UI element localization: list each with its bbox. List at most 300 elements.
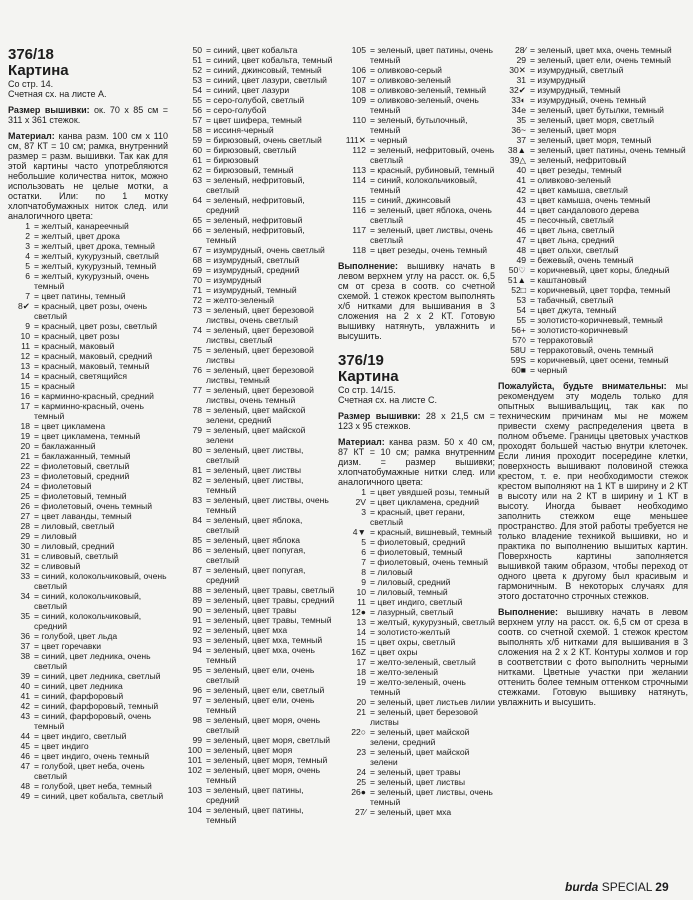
color-entry <box>338 175 495 195</box>
color-entry <box>498 115 688 125</box>
color-entry <box>498 105 688 115</box>
color-entry <box>8 391 168 401</box>
color-number: 8✔ <box>18 301 30 311</box>
color-entry <box>180 645 335 665</box>
color-entry <box>180 805 335 825</box>
color-description: = зеленый, цвет майской зелени <box>206 425 306 445</box>
color-description: = красный, цвет розы, светлый <box>34 321 158 331</box>
color-entry <box>8 631 168 641</box>
chart-symbol: ◐ <box>520 95 526 105</box>
color-entry <box>180 465 335 475</box>
color-entry <box>8 451 168 461</box>
color-number: 2 <box>25 231 30 241</box>
color-description: = бирюзовый <box>206 155 259 165</box>
color-entry <box>338 567 495 577</box>
color-description: = карминно-красный, средний <box>34 391 154 401</box>
color-description: = цвет патины, темный <box>34 291 126 301</box>
color-description: = цвет резеды, очень темный <box>370 245 488 255</box>
color-number: 29 <box>516 55 526 65</box>
color-number: 81 <box>192 465 202 475</box>
color-number: 97 <box>192 695 202 705</box>
color-description: = зеленый, цвет травы, темный <box>206 615 332 625</box>
color-number: 7 <box>361 557 366 567</box>
color-description: = красный, маковый, темный <box>34 361 150 371</box>
color-description: = зеленый, цвет мха, очень темный <box>530 45 672 55</box>
color-entry <box>498 265 688 275</box>
color-number: 52 <box>192 65 202 75</box>
color-entry <box>338 777 495 787</box>
color-description: = синий, цвет ледника <box>34 681 123 691</box>
color-number: 4 <box>25 251 30 261</box>
article1-color-list-b <box>180 45 335 825</box>
color-entry <box>338 637 495 647</box>
color-entry <box>338 537 495 547</box>
color-entry <box>180 625 335 635</box>
color-number: 110 <box>352 115 366 125</box>
color-number: 45 <box>516 215 526 225</box>
color-number: 31 <box>516 75 526 85</box>
color-number: 73 <box>192 305 202 315</box>
color-number: 83 <box>192 495 202 505</box>
article2-note: Пожалуйста, будьте внимательны: мы рекомендуем эту модель только для опытных вышивальщиц, так как по техническим причинам мы не можем привести схему распределения цвета в полном объеме. Границы цветовых участков проходят большей частью внутри клеточек. Если линия проходит посередине клетки, поверхность вышивают половиной стежка крестом, т. е. при необходимости стежок крестом выполняют на 1 КТ в ширину и 2 КТ в высоту или на 2 КТ в ширину и 1 КТ в высоту. Иногда бывает необходимо заполнить стежком еще меньшее пространство. Для этой работы требуется не только владение техникой вышивки, но и практика по выполнению вышитых картин. Поверхность картины заполняется вышивкой таким образом, чтобы переход от одного цвета к другому был красивым и гармоничным. В некоторых случаях для этого достаточно строчных стежков. <box>498 381 688 601</box>
color-entry <box>8 541 168 551</box>
color-description: = изумрудный, темный <box>530 85 621 95</box>
color-entry <box>338 807 495 817</box>
color-entry <box>8 331 168 341</box>
color-entry <box>498 135 688 145</box>
color-entry <box>498 345 688 355</box>
color-description: = красный, маковый <box>34 341 115 351</box>
color-entry <box>338 697 495 707</box>
color-description: = зеленый, цвет попугая, светлый <box>206 545 306 565</box>
color-number: 101 <box>187 755 202 765</box>
color-description: = лиловый, светлый <box>34 521 115 531</box>
color-entry <box>338 65 495 75</box>
color-number: 3 <box>25 241 30 251</box>
color-number: 98 <box>192 715 202 725</box>
color-description: = синий, цвет лазури <box>206 85 290 95</box>
chart-symbol: ⁄ <box>364 807 366 817</box>
color-number: 25 <box>20 491 30 501</box>
color-number: 13 <box>20 361 30 371</box>
color-number: 113 <box>352 165 366 175</box>
color-description: = цвет льна, средний <box>530 235 615 245</box>
color-number: 118 <box>352 245 366 255</box>
color-description: = баклажанный, темный <box>34 451 131 461</box>
page-number: 29 <box>655 880 669 894</box>
color-number: 95 <box>192 665 202 675</box>
color-description: = фиолетовый, средний <box>34 471 130 481</box>
color-number: 6 <box>361 547 366 557</box>
chart-symbol: U <box>519 345 526 355</box>
color-entry <box>180 495 335 515</box>
color-entry <box>180 615 335 625</box>
color-number: 21 <box>356 707 366 717</box>
color-number: 19 <box>356 677 366 687</box>
color-description: = зеленый, цвет березовой листвы, темный <box>206 365 314 385</box>
color-number: 23 <box>20 471 30 481</box>
color-entry <box>180 445 335 465</box>
color-entry <box>498 355 688 365</box>
color-number: 5 <box>361 537 366 547</box>
color-description: = зеленый, цвет мха, очень темный <box>206 645 315 665</box>
color-entry <box>498 45 688 55</box>
color-number: 67 <box>192 245 202 255</box>
color-entry <box>8 271 168 291</box>
color-description: = цвет цикламена <box>34 421 106 431</box>
color-entry <box>180 255 335 265</box>
color-description: = терракотовый, очень темный <box>530 345 654 355</box>
color-entry <box>8 341 168 351</box>
color-entry <box>498 275 688 285</box>
color-entry <box>338 667 495 677</box>
color-number: 7 <box>25 291 30 301</box>
color-entry <box>180 695 335 715</box>
color-number: 22 <box>20 461 30 471</box>
color-entry <box>498 95 688 105</box>
color-number: 1 <box>361 487 366 497</box>
color-entry <box>498 125 688 135</box>
color-description: = цвет цикламена, средний <box>370 497 480 507</box>
article2-size: Размер вышивки: 28 x 21,5 см = 123 x 95 стежков. <box>338 411 495 431</box>
color-description: = цвет горечавки <box>34 641 101 651</box>
color-entry <box>8 401 168 421</box>
color-number: 11 <box>357 597 366 607</box>
color-description: = красный, цвет герани, светлый <box>370 507 465 527</box>
color-entry <box>498 145 688 155</box>
color-number: 3 <box>361 507 366 517</box>
color-entry <box>8 781 168 791</box>
color-entry <box>180 265 335 275</box>
color-description: = зеленый, цвет листвы, очень светлый <box>370 225 493 245</box>
color-entry <box>498 295 688 305</box>
color-number: 52□ <box>511 285 526 295</box>
color-description: = изумрудный, средний <box>206 265 300 275</box>
color-number: 75 <box>192 345 202 355</box>
color-description: = синий, джинсовый <box>370 195 451 205</box>
chart-symbol: ● <box>360 787 366 797</box>
color-description: = серо-голубой <box>206 105 267 115</box>
color-description: = коричневый, цвет коры, бледный <box>530 265 670 275</box>
color-number: 44 <box>20 731 30 741</box>
chart-symbol: ▼ <box>357 527 366 537</box>
color-number: 46 <box>20 751 30 761</box>
color-number: 89 <box>192 595 202 605</box>
color-description: = зеленый, цвет ели, светлый <box>206 685 325 695</box>
color-entry <box>498 185 688 195</box>
color-number: 105 <box>351 45 366 55</box>
color-entry <box>338 165 495 175</box>
color-description: = зеленый, цвет травы, светлый <box>206 585 335 595</box>
color-entry <box>498 55 688 65</box>
color-entry <box>180 75 335 85</box>
color-entry <box>338 587 495 597</box>
color-number: 115 <box>352 195 366 205</box>
color-number: 9 <box>361 577 366 587</box>
color-number: 93 <box>192 635 202 645</box>
color-number: 2V <box>355 497 366 507</box>
color-description: = зеленый, нефритовый <box>206 215 303 225</box>
color-number: 16Z <box>351 647 366 657</box>
color-description: = синий, фарфоровый, темный <box>34 701 159 711</box>
color-number: 34 <box>20 591 30 601</box>
color-entry <box>498 165 688 175</box>
color-number: 62 <box>192 165 202 175</box>
color-description: = зеленый, цвет листвы, темный <box>206 475 304 495</box>
color-description: = терракотовый <box>530 335 593 345</box>
color-entry <box>338 647 495 657</box>
color-entry <box>338 95 495 115</box>
color-number: 87 <box>192 565 202 575</box>
color-entry <box>8 611 168 631</box>
color-number: 27 <box>20 511 30 521</box>
color-description: = цвет ольхи, светлый <box>530 245 619 255</box>
color-description: = красный, цвет розы, очень светлый <box>34 301 148 321</box>
color-entry <box>498 215 688 225</box>
color-entry <box>180 385 335 405</box>
color-entry <box>338 607 495 617</box>
color-number: 66 <box>192 225 202 235</box>
color-description: = синий, колокольчиковый, средний <box>34 611 142 631</box>
color-entry <box>498 225 688 235</box>
color-entry <box>180 45 335 55</box>
color-entry <box>8 571 168 591</box>
color-description: = цвет шифера, темный <box>206 115 302 125</box>
color-description: = синий, цвет кобальта <box>206 45 298 55</box>
column-4 <box>498 45 688 707</box>
color-description: = зеленый, цвет листвы, светлый <box>206 445 304 465</box>
color-number: 112 <box>352 145 366 155</box>
color-description: = синий, цвет кобальта, светлый <box>34 791 164 801</box>
chart-symbol: ◊ <box>521 335 526 345</box>
color-entry <box>8 251 168 261</box>
color-number: 1 <box>25 221 30 231</box>
article1-color-list-c <box>338 45 495 255</box>
color-entry <box>338 677 495 697</box>
color-entry <box>180 535 335 545</box>
article2-source: Со стр. 14/15. <box>338 385 396 395</box>
color-entry <box>180 225 335 245</box>
color-number: 26 <box>20 501 30 511</box>
color-entry <box>498 365 688 375</box>
color-description: = цвет резеды, темный <box>530 165 622 175</box>
color-entry <box>8 301 168 321</box>
color-number: 5 <box>25 261 30 271</box>
page-footer <box>565 880 685 894</box>
article1-chart-ref: Счетная сх. на листе А. <box>8 89 107 99</box>
color-number: 77 <box>192 385 202 395</box>
color-number: 22○ <box>351 727 366 737</box>
color-entry <box>8 551 168 561</box>
article2-title: Картина <box>338 368 399 385</box>
color-description: = желтый, кукурузный, очень темный <box>34 271 150 291</box>
article1-source: Со стр. 14. <box>8 79 54 89</box>
color-number: 92 <box>192 625 202 635</box>
color-number: 111✕ <box>345 135 366 145</box>
color-number: 20 <box>356 697 366 707</box>
color-description: = бирюзовый, очень светлый <box>206 135 322 145</box>
chart-symbol: ▲ <box>517 145 526 155</box>
color-description: = цвет сандалового дерева <box>530 205 640 215</box>
color-description: = зеленый, цвет ели, очень темный <box>206 695 315 715</box>
color-entry <box>8 501 168 511</box>
color-entry <box>498 245 688 255</box>
color-description: = фиолетовый, темный <box>34 491 127 501</box>
color-number: 28⁄ <box>515 45 526 55</box>
color-entry <box>338 617 495 627</box>
color-entry <box>8 491 168 501</box>
column-1 <box>8 47 168 801</box>
color-description: = синий, цвет ледника, очень светлый <box>34 651 151 671</box>
color-number: 26● <box>351 787 366 797</box>
color-number: 69 <box>192 265 202 275</box>
color-description: = фиолетовый, темный <box>370 547 463 557</box>
color-entry <box>338 627 495 637</box>
color-number: 54 <box>192 85 202 95</box>
color-description: = синий, колокольчиковый, очень светлый <box>34 571 167 591</box>
color-number: 23 <box>356 747 366 757</box>
color-entry <box>180 105 335 115</box>
color-number: 70 <box>192 275 202 285</box>
color-entry <box>8 711 168 731</box>
color-entry <box>180 685 335 695</box>
color-entry <box>8 291 168 301</box>
color-description: = зеленый, цвет ели, очень темный <box>530 55 672 65</box>
color-number: 32 <box>20 561 30 571</box>
color-entry <box>338 245 495 255</box>
color-number: 117 <box>352 225 366 235</box>
color-description: = цвет джута, темный <box>530 305 617 315</box>
color-entry <box>8 221 168 231</box>
color-description: = красный, светящийся <box>34 371 127 381</box>
color-description: = изумрудный, очень темный <box>530 95 647 105</box>
color-description: = цвет индиго <box>34 741 89 751</box>
color-entry <box>338 225 495 245</box>
color-number: 53 <box>516 295 526 305</box>
color-description: = синий, колокольчиковый, светлый <box>34 591 142 611</box>
color-description: = изумрудный, очень светлый <box>206 245 325 255</box>
color-description: = желто-зеленый, светлый <box>370 657 476 667</box>
color-description: = оливково-зеленый, темный <box>370 85 487 95</box>
color-description: = бирюзовый, темный <box>206 165 294 175</box>
color-number: 33 <box>20 571 30 581</box>
color-description: = зеленый, цвет моря, темный <box>206 755 328 765</box>
color-entry <box>8 791 168 801</box>
color-number: 41 <box>516 175 526 185</box>
color-description: = лиловый, средний <box>370 577 451 587</box>
color-description: = синий, фарфоровый <box>34 691 124 701</box>
color-entry <box>8 671 168 681</box>
color-description: = цвет лаванды, темный <box>34 511 132 521</box>
color-entry <box>498 85 688 95</box>
color-number: 39 <box>20 671 30 681</box>
color-number: 20 <box>20 441 30 451</box>
color-description: = голубой, цвет неба, очень светлый <box>34 761 145 781</box>
color-description: = изумрудный, светлый <box>206 255 300 265</box>
color-entry <box>8 521 168 531</box>
color-entry <box>338 487 495 497</box>
color-description: = фиолетовый, очень темный <box>34 501 153 511</box>
color-entry <box>180 145 335 155</box>
color-entry <box>180 275 335 285</box>
color-number: 55 <box>192 95 202 105</box>
color-description: = бирюзовый, светлый <box>206 145 297 155</box>
color-description: = зеленый, цвет патины, очень темный <box>530 145 686 155</box>
color-description: = голубой, цвет неба, темный <box>34 781 152 791</box>
color-number: 34е <box>511 105 526 115</box>
color-number: 10 <box>20 331 30 341</box>
color-entry <box>8 381 168 391</box>
color-number: 14 <box>356 627 366 637</box>
color-description: = зеленый, нефритовый <box>530 155 627 165</box>
color-description: = сливовый, светлый <box>34 551 119 561</box>
color-entry <box>498 325 688 335</box>
color-number: 6 <box>25 271 30 281</box>
color-entry <box>8 421 168 431</box>
color-description: = песочный, светлый <box>530 215 614 225</box>
color-description: = желтый, цвет дрока, темный <box>34 241 155 251</box>
color-number: 90 <box>192 605 202 615</box>
color-description: = зеленый, цвет травы, средний <box>206 595 335 605</box>
color-entry <box>338 135 495 145</box>
color-number: 35 <box>20 611 30 621</box>
color-entry <box>338 45 495 65</box>
color-number: 43 <box>516 195 526 205</box>
color-entry <box>180 305 335 325</box>
color-number: 55 <box>516 315 526 325</box>
article2-material: Материал: канва разм. 50 x 40 см, 87 КТ = 10 см; рамка внутренним дизм. = размер вышивки; хлопчатобумажные нитки след. или аналогичного цвета: <box>338 437 495 487</box>
color-description: = цвет камыша, светлый <box>530 185 628 195</box>
color-number: 32✔ <box>509 85 526 95</box>
color-entry <box>180 565 335 585</box>
color-entry <box>498 65 688 75</box>
color-number: 109 <box>351 95 366 105</box>
color-description: = фиолетовый, средний <box>370 537 466 547</box>
color-number: 48 <box>516 245 526 255</box>
chart-symbol: □ <box>520 285 526 295</box>
color-number: 68 <box>192 255 202 265</box>
color-entry <box>338 507 495 527</box>
color-description: = коричневый, цвет торфа, темный <box>530 285 671 295</box>
color-entry <box>498 315 688 325</box>
color-entry <box>180 665 335 685</box>
color-entry <box>180 325 335 345</box>
color-number: 17 <box>356 657 366 667</box>
color-description: = зеленый, бутылочный, темный <box>370 115 468 135</box>
color-number: 24 <box>356 767 366 777</box>
color-entry <box>180 55 335 65</box>
article2-color-list-b <box>498 45 688 375</box>
color-number: 60■ <box>511 365 526 375</box>
color-number: 37 <box>20 641 30 651</box>
color-number: 102 <box>187 765 202 775</box>
color-description: = зеленый, цвет мха <box>370 807 452 817</box>
color-entry <box>338 767 495 777</box>
color-number: 24 <box>20 481 30 491</box>
color-number: 61 <box>192 155 202 165</box>
color-entry <box>338 657 495 667</box>
color-description: = зеленый, цвет бутылки, темный <box>530 105 664 115</box>
color-description: = зеленый, цвет березовой листвы, очень светлый <box>206 305 314 325</box>
color-number: 12● <box>351 607 366 617</box>
color-number: 99 <box>192 735 202 745</box>
color-number: 40 <box>20 681 30 691</box>
color-entry <box>180 545 335 565</box>
color-description: = зеленый, цвет мха <box>206 625 288 635</box>
color-description: = оливково-серый <box>370 65 442 75</box>
color-number: 19 <box>20 431 30 441</box>
color-number: 116 <box>352 205 366 215</box>
